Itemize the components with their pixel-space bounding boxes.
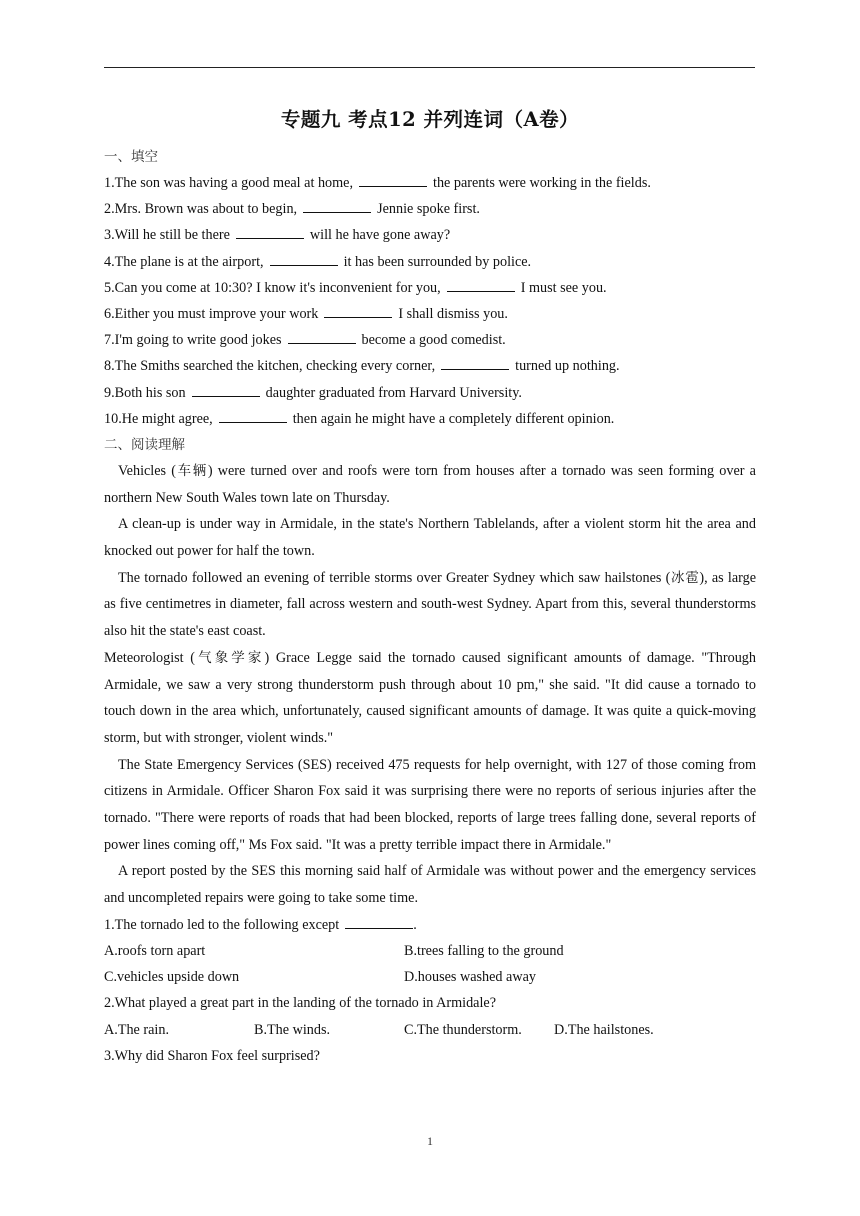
fill-question: 7.I'm going to write good jokes become a good comedist.: [104, 332, 506, 349]
option-c[interactable]: C.The thunderstorm.: [404, 1021, 522, 1038]
answer-blank[interactable]: [441, 357, 509, 370]
answer-blank[interactable]: [288, 331, 356, 344]
passage-paragraph: The State Emergency Services (SES) received 475 requests for help overnight, with 127 of those coming from citizens in Armidale. Officer Sharon Fox said it was surprising there were no reports of serious injuries after the tornado. "There were reports of roads that had been blocked, reports of large trees falling done, several reports of power lines coming off," Ms Fox said. "It was a pretty terrible impact there in Armidale.": [104, 756, 756, 853]
fill-question: 3.Will he still be there will he have gone away?: [104, 227, 451, 244]
passage-paragraph: Vehicles (车辆) were turned over and roofs were torn from houses after a tornado was seen forming over a northern New South Wales town late on Thursday.: [104, 462, 756, 506]
option-b[interactable]: B.The winds.: [254, 1021, 331, 1038]
passage-paragraph: Meteorologist (气象学家) Grace Legge said the tornado caused significant amounts of damage. "Through Armidale, we saw a very strong thunderstorm push through about 10 pm," she said. "It did cause a tornado to touch down in the area which, unfortunately, caused significant amounts of damage. It was quite a quick-moving storm, but with stronger, violent winds.": [104, 649, 756, 746]
option-d[interactable]: D.houses washed away: [404, 969, 536, 986]
answer-blank[interactable]: [324, 305, 392, 318]
page-title: 专题九 考点12 并列连词（A卷）: [280, 108, 580, 131]
section-heading-reading: 二、阅读理解: [104, 436, 185, 453]
answer-blank[interactable]: [447, 279, 515, 292]
section-heading-fill: 一、填空: [104, 149, 158, 165]
fill-question: 10.He might agree, then again he might have a completely different opinion.: [104, 410, 615, 427]
answer-blank[interactable]: [303, 200, 371, 213]
option-a[interactable]: A.The rain.: [104, 1021, 170, 1038]
fill-question: 4.The plane is at the airport, it has been surrounded by police.: [104, 253, 532, 270]
fill-question: 5.Can you come at 10:30? I know it's inconvenient for you, I must see you.: [104, 279, 607, 296]
page-number: 1: [427, 1134, 433, 1148]
option-row: [104, 964, 756, 990]
fill-question: 8.The Smiths searched the kitchen, checking every corner, turned up nothing.: [104, 358, 620, 375]
answer-blank[interactable]: [270, 253, 338, 266]
passage-paragraph: A clean-up is under way in Armidale, in the state's Northern Tablelands, after a violent storm hit the area and knocked out power for half the town.: [104, 516, 756, 559]
option-row: [104, 938, 756, 964]
option-row: [104, 1017, 756, 1043]
fill-question: 2.Mrs. Brown was about to begin, Jennie spoke first.: [104, 201, 480, 218]
answer-blank[interactable]: [236, 226, 304, 239]
question-stem: 3.Why did Sharon Fox feel surprised?: [104, 1047, 320, 1064]
option-d[interactable]: D.The hailstones.: [554, 1021, 654, 1038]
passage-paragraph: The tornado followed an evening of terrible storms over Greater Sydney which saw hailstones (冰雹), as large as five centimetres in diameter, fall across western and south-west Sydney. Apart from this, several thunderstorms also hit the state's east coast.: [104, 569, 757, 640]
question-stem: 2.What played a great part in the landing of the tornado in Armidale?: [104, 995, 496, 1012]
header-rule: [104, 67, 755, 68]
question-stem: 1.The tornado led to the following except .: [104, 916, 417, 933]
document-body: [104, 144, 756, 1069]
answer-blank[interactable]: [192, 384, 260, 397]
option-b[interactable]: B.trees falling to the ground: [404, 943, 564, 960]
fill-question: 1.The son was having a good meal at home, the parents were working in the fields.: [104, 175, 651, 191]
answer-blank[interactable]: [359, 174, 427, 187]
option-a[interactable]: A.roofs torn apart: [104, 943, 206, 960]
option-c[interactable]: C.vehicles upside down: [104, 969, 240, 986]
answer-blank[interactable]: [345, 916, 413, 929]
fill-question: 9.Both his son daughter graduated from Harvard University.: [104, 384, 522, 401]
answer-blank[interactable]: [219, 410, 287, 423]
passage-paragraph: A report posted by the SES this morning said half of Armidale was without power and the emergency services and uncompleted repairs were going to take some time.: [104, 863, 756, 907]
fill-question: 6.Either you must improve your work I shall dismiss you.: [104, 305, 508, 322]
